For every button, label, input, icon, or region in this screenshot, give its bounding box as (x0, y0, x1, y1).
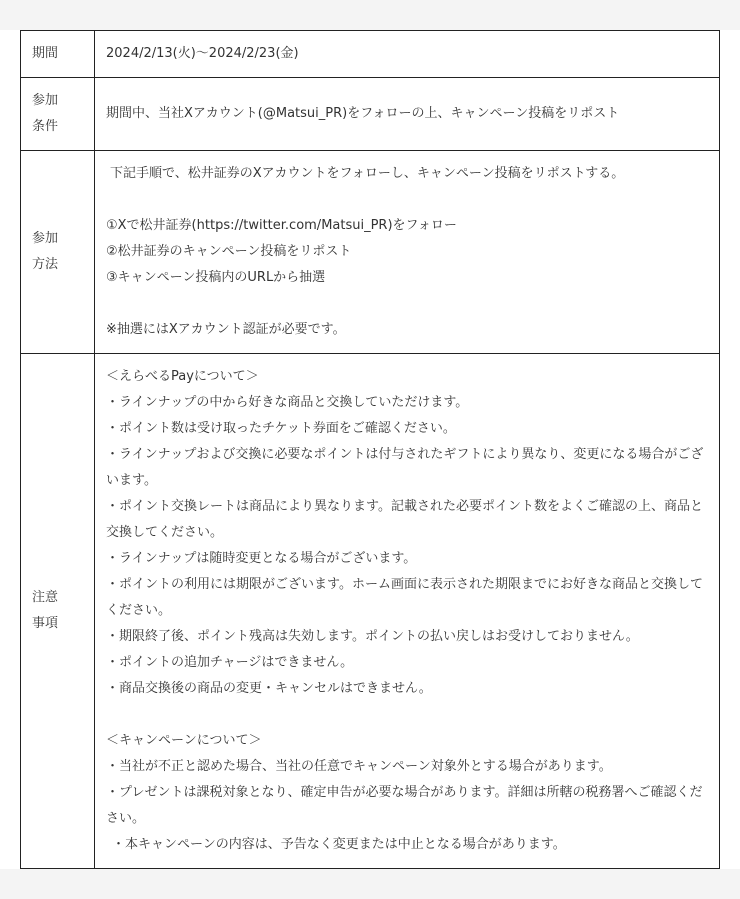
notes-row (21, 354, 720, 869)
pay-item: ・商品交換後の商品の変更・キャンセルはできません。 (106, 681, 432, 696)
period-value-cell (95, 31, 720, 78)
notes-label-line: 注意 (32, 590, 59, 605)
pay-item: ・ポイントの追加チャージはできません。 (106, 655, 354, 670)
conditions-row (21, 78, 720, 151)
method-value-cell (95, 151, 720, 354)
pay-item: ・ラインナップの中から好きな商品と交換していただけます。 (106, 395, 469, 410)
method-note: ※抽選にはXアカウント認証が必要です。 (106, 322, 346, 337)
period-label-line: 期間 (32, 46, 59, 61)
spacer (106, 291, 711, 317)
method-label-line: 参加 (32, 231, 59, 246)
method-label-line: 方法 (32, 257, 59, 272)
notes-value-cell (95, 354, 720, 869)
period-value: 2024/2/13(火)～2024/2/23(金) (106, 46, 299, 61)
campaign-item: ・当社が不正と認めた場合、当社の任意でキャンペーン対象外とする場合があります。 (106, 759, 612, 774)
notes-label (21, 354, 95, 869)
method-step: ②松井証券のキャンペーン投稿をリポスト (106, 244, 352, 259)
method-row (21, 151, 720, 354)
pay-item: ・期限終了後、ポイント残高は失効します。ポイントの払い戻しはお受けしておりません。 (106, 629, 639, 644)
method-label (21, 151, 95, 354)
campaign-heading: ＜キャンペーンについて＞ (106, 733, 262, 748)
conditions-label (21, 78, 95, 151)
method-step: ③キャンペーン投稿内のURLから抽選 (106, 270, 326, 285)
campaign-item: ・プレゼントは課税対象となり、確定申告が必要な場合があります。詳細は所轄の税務署へご確認ください。 (106, 785, 703, 826)
conditions-label-line: 参加 (32, 93, 59, 108)
pay-item: ・ポイントの利用には期限がございます。ホーム画面に表示された期限までにお好きな商品と交換してください。 (106, 577, 703, 618)
campaign-details-sheet (0, 30, 740, 869)
pay-item: ・ポイント交換レートは商品により異なります。記載された必要ポイント数をよくご確認の上、商品と交換してください。 (106, 499, 703, 540)
notes-label-line: 事項 (32, 616, 59, 631)
campaign-item: ・本キャンペーンの内容は、予告なく変更または中止となる場合があります。 (112, 837, 566, 852)
pay-item: ・ラインナップおよび交換に必要なポイントは付与されたギフトにより異なり、変更になる場合がございます。 (106, 447, 704, 488)
conditions-value: 期間中、当社Xアカウント(@Matsui_PR)をフォローの上、キャンペーン投稿をリポスト (106, 106, 620, 121)
spacer (106, 187, 711, 213)
period-label (21, 31, 95, 78)
method-intro: 下記手順で、松井証券のXアカウントをフォローし、キャンペーン投稿をリポストする。 (110, 166, 625, 181)
conditions-value-cell (95, 78, 720, 151)
spacer (106, 702, 711, 728)
pay-heading: ＜えらべるPayについて＞ (106, 369, 259, 384)
conditions-label-line: 条件 (32, 119, 59, 134)
campaign-info-table (20, 30, 720, 869)
pay-item: ・ポイント数は受け取ったチケット券面をご確認ください。 (106, 421, 456, 436)
period-row (21, 31, 720, 78)
pay-item: ・ラインナップは随時変更となる場合がございます。 (106, 551, 417, 566)
method-step: ①Xで松井証券(https://twitter.com/Matsui_PR)をフォロー (106, 218, 457, 233)
